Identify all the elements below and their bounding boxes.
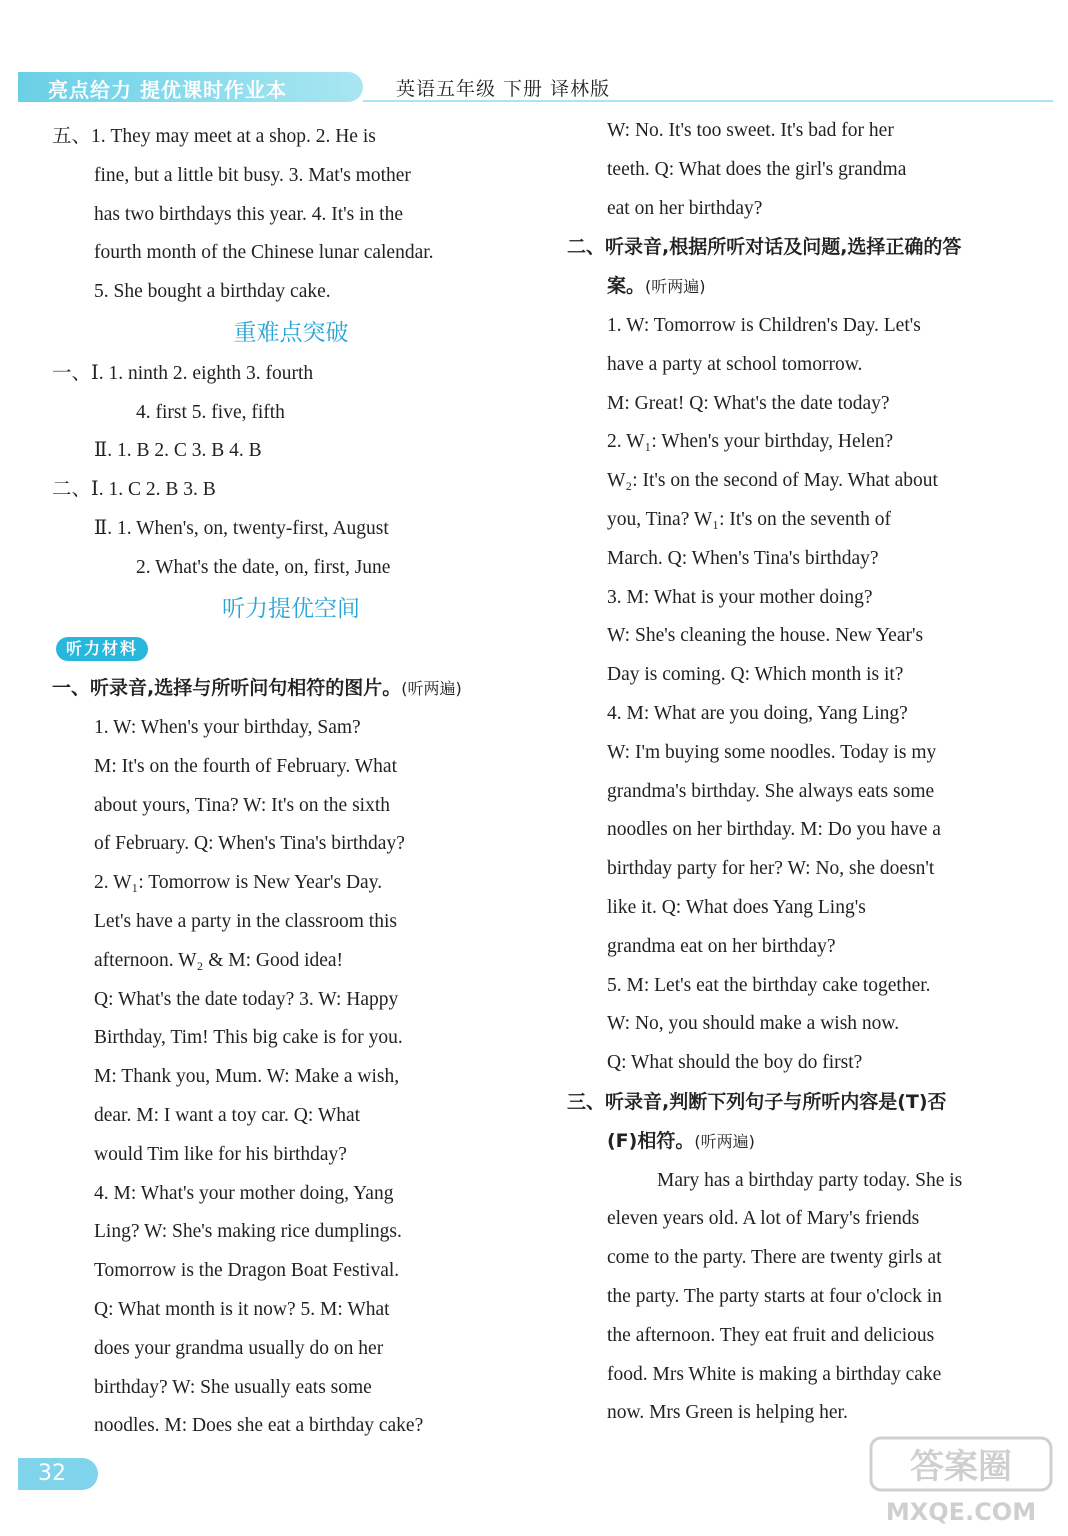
text-line: Ⅱ. 1. B 2. C 3. B 4. B bbox=[94, 440, 262, 462]
book-title: 英语五年级 下册 译林版 bbox=[396, 78, 611, 100]
text-line: Let's have a party in the classroom this bbox=[94, 910, 397, 932]
text-line: W₂: It's on the second of May. What about bbox=[607, 470, 938, 492]
text-line: eleven years old. A lot of Mary's friends bbox=[607, 1208, 920, 1230]
text-line: March. Q: When's Tina's birthday? bbox=[607, 547, 879, 569]
text-line: W: I'm buying some noodles. Today is my bbox=[607, 741, 937, 763]
text-line: afternoon. W₂ & M: Good idea! bbox=[94, 949, 344, 971]
text-line: 5. M: Let's eat the birthday cake together. bbox=[607, 974, 931, 996]
header-rule bbox=[363, 100, 1053, 102]
text-line: W: No, you should make a wish now. bbox=[607, 1013, 900, 1035]
text-line: Ling? W: She's making rice dumplings. bbox=[94, 1221, 402, 1243]
svg-text:答案圈: 答案圈 bbox=[910, 1447, 1012, 1487]
text-line: Q: What's the date today? 3. W: Happy bbox=[94, 988, 399, 1010]
text-line: 3. M: What is your mother doing? bbox=[607, 586, 873, 608]
text-line: the afternoon. They eat fruit and delicious bbox=[607, 1324, 935, 1346]
text-line: 五、1. They may meet at a shop. 2. He is bbox=[52, 126, 376, 147]
text-line: 5. She bought a birthday cake. bbox=[94, 281, 331, 303]
text-line: have a party at school tomorrow. bbox=[607, 353, 863, 375]
section-heading: 重难点突破 bbox=[233, 319, 349, 346]
question-title-cont: 案。(听两遍) bbox=[607, 275, 706, 298]
text-line: would Tim like for his birthday? bbox=[94, 1143, 347, 1165]
text-line: has two birthdays this year. 4. It's in the bbox=[94, 203, 403, 225]
text-line: noodles on her birthday. M: Do you have a bbox=[607, 819, 941, 841]
text-line: 4. M: What are you doing, Yang Ling? bbox=[607, 702, 908, 724]
watermark-logo bbox=[866, 1430, 1056, 1530]
text-line: about yours, Tina? W: It's on the sixth bbox=[94, 794, 391, 816]
text-line: like it. Q: What does Yang Ling's bbox=[607, 896, 866, 918]
question-title: 三、听录音,判断下列句子与所听内容是(T)否 bbox=[567, 1090, 947, 1113]
text-line: Q: What should the boy do first? bbox=[607, 1052, 863, 1074]
text-line: fine, but a little bit busy. 3. Mat's mother bbox=[94, 164, 411, 186]
page-header bbox=[18, 72, 1058, 106]
text-line: teeth. Q: What does the girl's grandma bbox=[607, 158, 907, 180]
text-line: dear. M: I want a toy car. Q: What bbox=[94, 1104, 361, 1126]
text-line: birthday? W: She usually eats some bbox=[94, 1376, 372, 1398]
text-line: you, Tina? W₁: It's on the seventh of bbox=[607, 508, 892, 530]
text-line: birthday party for her? W: No, she doesn't bbox=[607, 858, 935, 880]
text-line: eat on her birthday? bbox=[607, 197, 763, 219]
series-title: 亮点给力 提优课时作业本 bbox=[48, 78, 287, 102]
text-line: M: Thank you, Mum. W: Make a wish, bbox=[94, 1066, 400, 1088]
page-number: 32 bbox=[18, 1458, 98, 1490]
section-heading: 听力提优空间 bbox=[222, 595, 360, 622]
text-line: Birthday, Tim! This big cake is for you. bbox=[94, 1027, 403, 1049]
text-line: 2. W₁: When's your birthday, Helen? bbox=[607, 431, 894, 453]
text-line: Day is coming. Q: Which month is it? bbox=[607, 664, 904, 686]
text-line: grandma's birthday. She always eats some bbox=[607, 780, 935, 802]
right-column bbox=[567, 112, 1039, 1433]
text-line: 2. What's the date, on, first, June bbox=[136, 556, 391, 578]
text-line: food. Mrs White is making a birthday cake bbox=[607, 1363, 942, 1385]
text-line: come to the party. There are twenty girls at bbox=[607, 1247, 942, 1269]
text-line: M: Great! Q: What's the date today? bbox=[607, 392, 890, 414]
text-line: grandma eat on her birthday? bbox=[607, 935, 836, 957]
text-line: 1. W: When's your birthday, Sam? bbox=[94, 716, 361, 738]
text-line: the party. The party starts at four o'clock in bbox=[607, 1285, 942, 1307]
text-line: Ⅱ. 1. When's, on, twenty-first, August bbox=[94, 517, 389, 539]
text-line: W: No. It's too sweet. It's bad for her bbox=[607, 120, 894, 141]
left-column bbox=[52, 118, 530, 1446]
text-line: fourth month of the Chinese lunar calendar. bbox=[94, 242, 434, 264]
series-banner bbox=[18, 72, 363, 102]
question-title: 二、听录音,根据所听对话及问题,选择正确的答 bbox=[567, 236, 962, 259]
text-line: noodles. M: Does she eat a birthday cake? bbox=[94, 1415, 424, 1437]
text-line: 二、Ⅰ. 1. C 2. B 3. B bbox=[52, 479, 216, 501]
text-line: Tomorrow is the Dragon Boat Festival. bbox=[94, 1260, 400, 1282]
listening-material-tag: 听力材料 bbox=[56, 637, 148, 661]
question-title-cont: (F)相符。(听两遍) bbox=[607, 1129, 755, 1152]
question-title: 一、听录音,选择与所听问句相符的图片。(听两遍) bbox=[52, 677, 462, 700]
svg-text:MXQE.COM: MXQE.COM bbox=[885, 1498, 1037, 1526]
text-line: does your grandma usually do on her bbox=[94, 1337, 384, 1359]
text-line: 4. first 5. five, fifth bbox=[136, 401, 285, 423]
text-line: W: She's cleaning the house. New Year's bbox=[607, 625, 924, 647]
text-line: 1. W: Tomorrow is Children's Day. Let's bbox=[607, 314, 921, 336]
text-line: 4. M: What's your mother doing, Yang bbox=[94, 1182, 394, 1204]
text-line: M: It's on the fourth of February. What bbox=[94, 755, 397, 777]
text-line: 一、Ⅰ. 1. ninth 2. eighth 3. fourth bbox=[52, 362, 314, 384]
text-line: of February. Q: When's Tina's birthday? bbox=[94, 833, 405, 855]
text-line: now. Mrs Green is helping her. bbox=[607, 1402, 848, 1424]
text-line: Mary has a birthday party today. She is bbox=[657, 1169, 963, 1191]
text-line: 2. W₁: Tomorrow is New Year's Day. bbox=[94, 872, 383, 894]
text-line: Q: What month is it now? 5. M: What bbox=[94, 1298, 390, 1320]
